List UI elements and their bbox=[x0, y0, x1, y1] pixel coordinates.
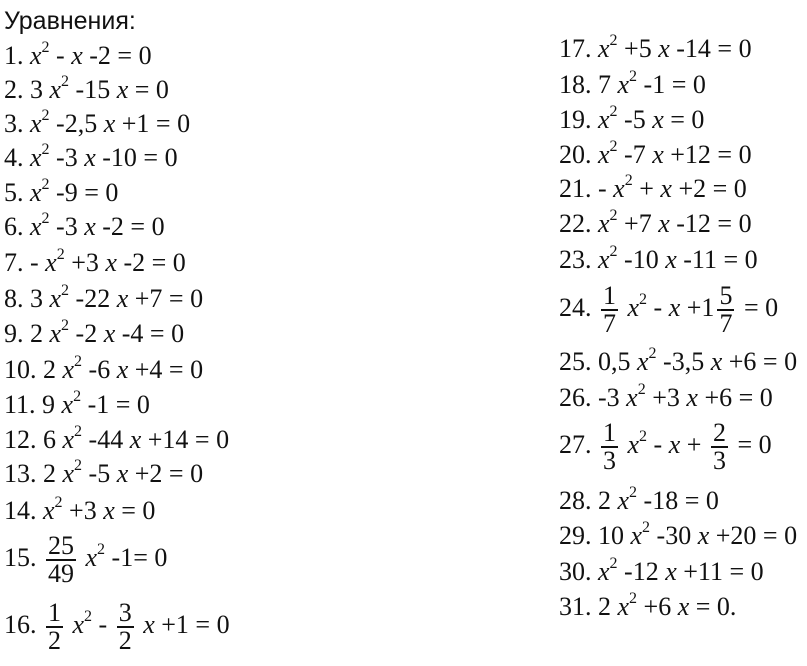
equation-4: 4. $x^2$ -3 x -10 = 0 bbox=[4, 141, 178, 172]
equation-7: 7. - $x^2 +3$ x -2 = 0 bbox=[4, 246, 186, 277]
fraction: $\frac{1}{3}$ bbox=[603, 418, 616, 475]
equation-31: 31. 2 $x^2 +6$ x = 0. bbox=[559, 590, 737, 621]
fraction: $\frac{3}{2}$ bbox=[118, 598, 132, 655]
fraction: $\frac{1}{2}$ bbox=[48, 598, 61, 655]
equation-1: 1. $x^2$ - x -2 = 0 bbox=[4, 39, 152, 70]
equation-5: 5. $x^2$ -9 = 0 bbox=[4, 176, 119, 207]
equation-27: 27. $\frac{1}{3}$ $x^2$ - x + $\frac{2}{3}$ = 0 bbox=[559, 418, 772, 475]
equation-30: 30. $x^2$ -12 x +11 = 0 bbox=[559, 555, 764, 586]
equation-18: 18. 7 $x^2$ -1 = 0 bbox=[559, 68, 706, 99]
equation-17: 17. $x^2 +5$ x -14 = 0 bbox=[559, 32, 752, 63]
equation-2: 2. 3 $x^2$ -15 x = 0 bbox=[4, 73, 169, 104]
equation-29: 29. 10 $x^2$ -30 x +20 = 0 bbox=[559, 519, 798, 550]
page-title: Уравнения: bbox=[4, 7, 136, 35]
equation-12: 12. 6 $x^2$ -44 x +14 = 0 bbox=[4, 423, 230, 454]
fraction: $\frac{5}{7}$ bbox=[719, 281, 733, 338]
fraction: $\frac{25}{49}$ bbox=[48, 531, 74, 588]
equation-16: 16. $\frac{1}{2}$ $x^2$ - $\frac{3}{2}$ x +1 = 0 bbox=[4, 598, 230, 655]
equation-14: 14. $x^2 +3$ x = 0 bbox=[4, 494, 156, 525]
equation-24: 24. $\frac{1}{7}$ $x^2 - x +1$ $\frac{5}{7}$ = 0 bbox=[559, 281, 779, 338]
equation-20: 20. $x^2$ -7 x +12 = 0 bbox=[559, 138, 752, 169]
equation-23: 23. $x^2$ -10 x -11 = 0 bbox=[559, 243, 758, 274]
equation-28: 28. 2 $x^2$ -18 = 0 bbox=[559, 484, 719, 515]
equation-8: 8. 3 $x^2$ -22 x +7 = 0 bbox=[4, 282, 204, 313]
equation-6: 6. $x^2$ -3 x -2 = 0 bbox=[4, 210, 165, 241]
equation-22: 22. $x^2 +7$ x -12 = 0 bbox=[559, 207, 752, 238]
equation-19: 19. $x^2$ -5 x = 0 bbox=[559, 103, 705, 134]
equation-9: 9. 2 $x^2$ -2 x -4 = 0 bbox=[4, 317, 185, 348]
equation-10: 10. 2 $x^2$ -6 x +4 = 0 bbox=[4, 353, 204, 384]
fraction: $\frac{1}{7}$ bbox=[603, 281, 616, 338]
equation-13: 13. 2 $x^2$ -5 x +2 = 0 bbox=[4, 457, 204, 488]
equation-21: 21. - $x^2 + x +2 = 0$ bbox=[559, 172, 747, 203]
equation-25: 25. 0,5 $x^2$ -3,5 x +6 = 0 bbox=[559, 345, 798, 376]
equation-15: 15. $\frac{25}{49}$ $x^2$ -1= 0 bbox=[4, 531, 168, 588]
equation-11: 11. 9 $x^2$ -1 = 0 bbox=[4, 388, 150, 419]
equation-3: 3. $x^2$ -2,5 x +1 = 0 bbox=[4, 107, 191, 138]
equation-26: 26. -3 $x^2 +3$ x +6 = 0 bbox=[559, 381, 773, 412]
fraction: $\frac{2}{3}$ bbox=[712, 418, 726, 475]
